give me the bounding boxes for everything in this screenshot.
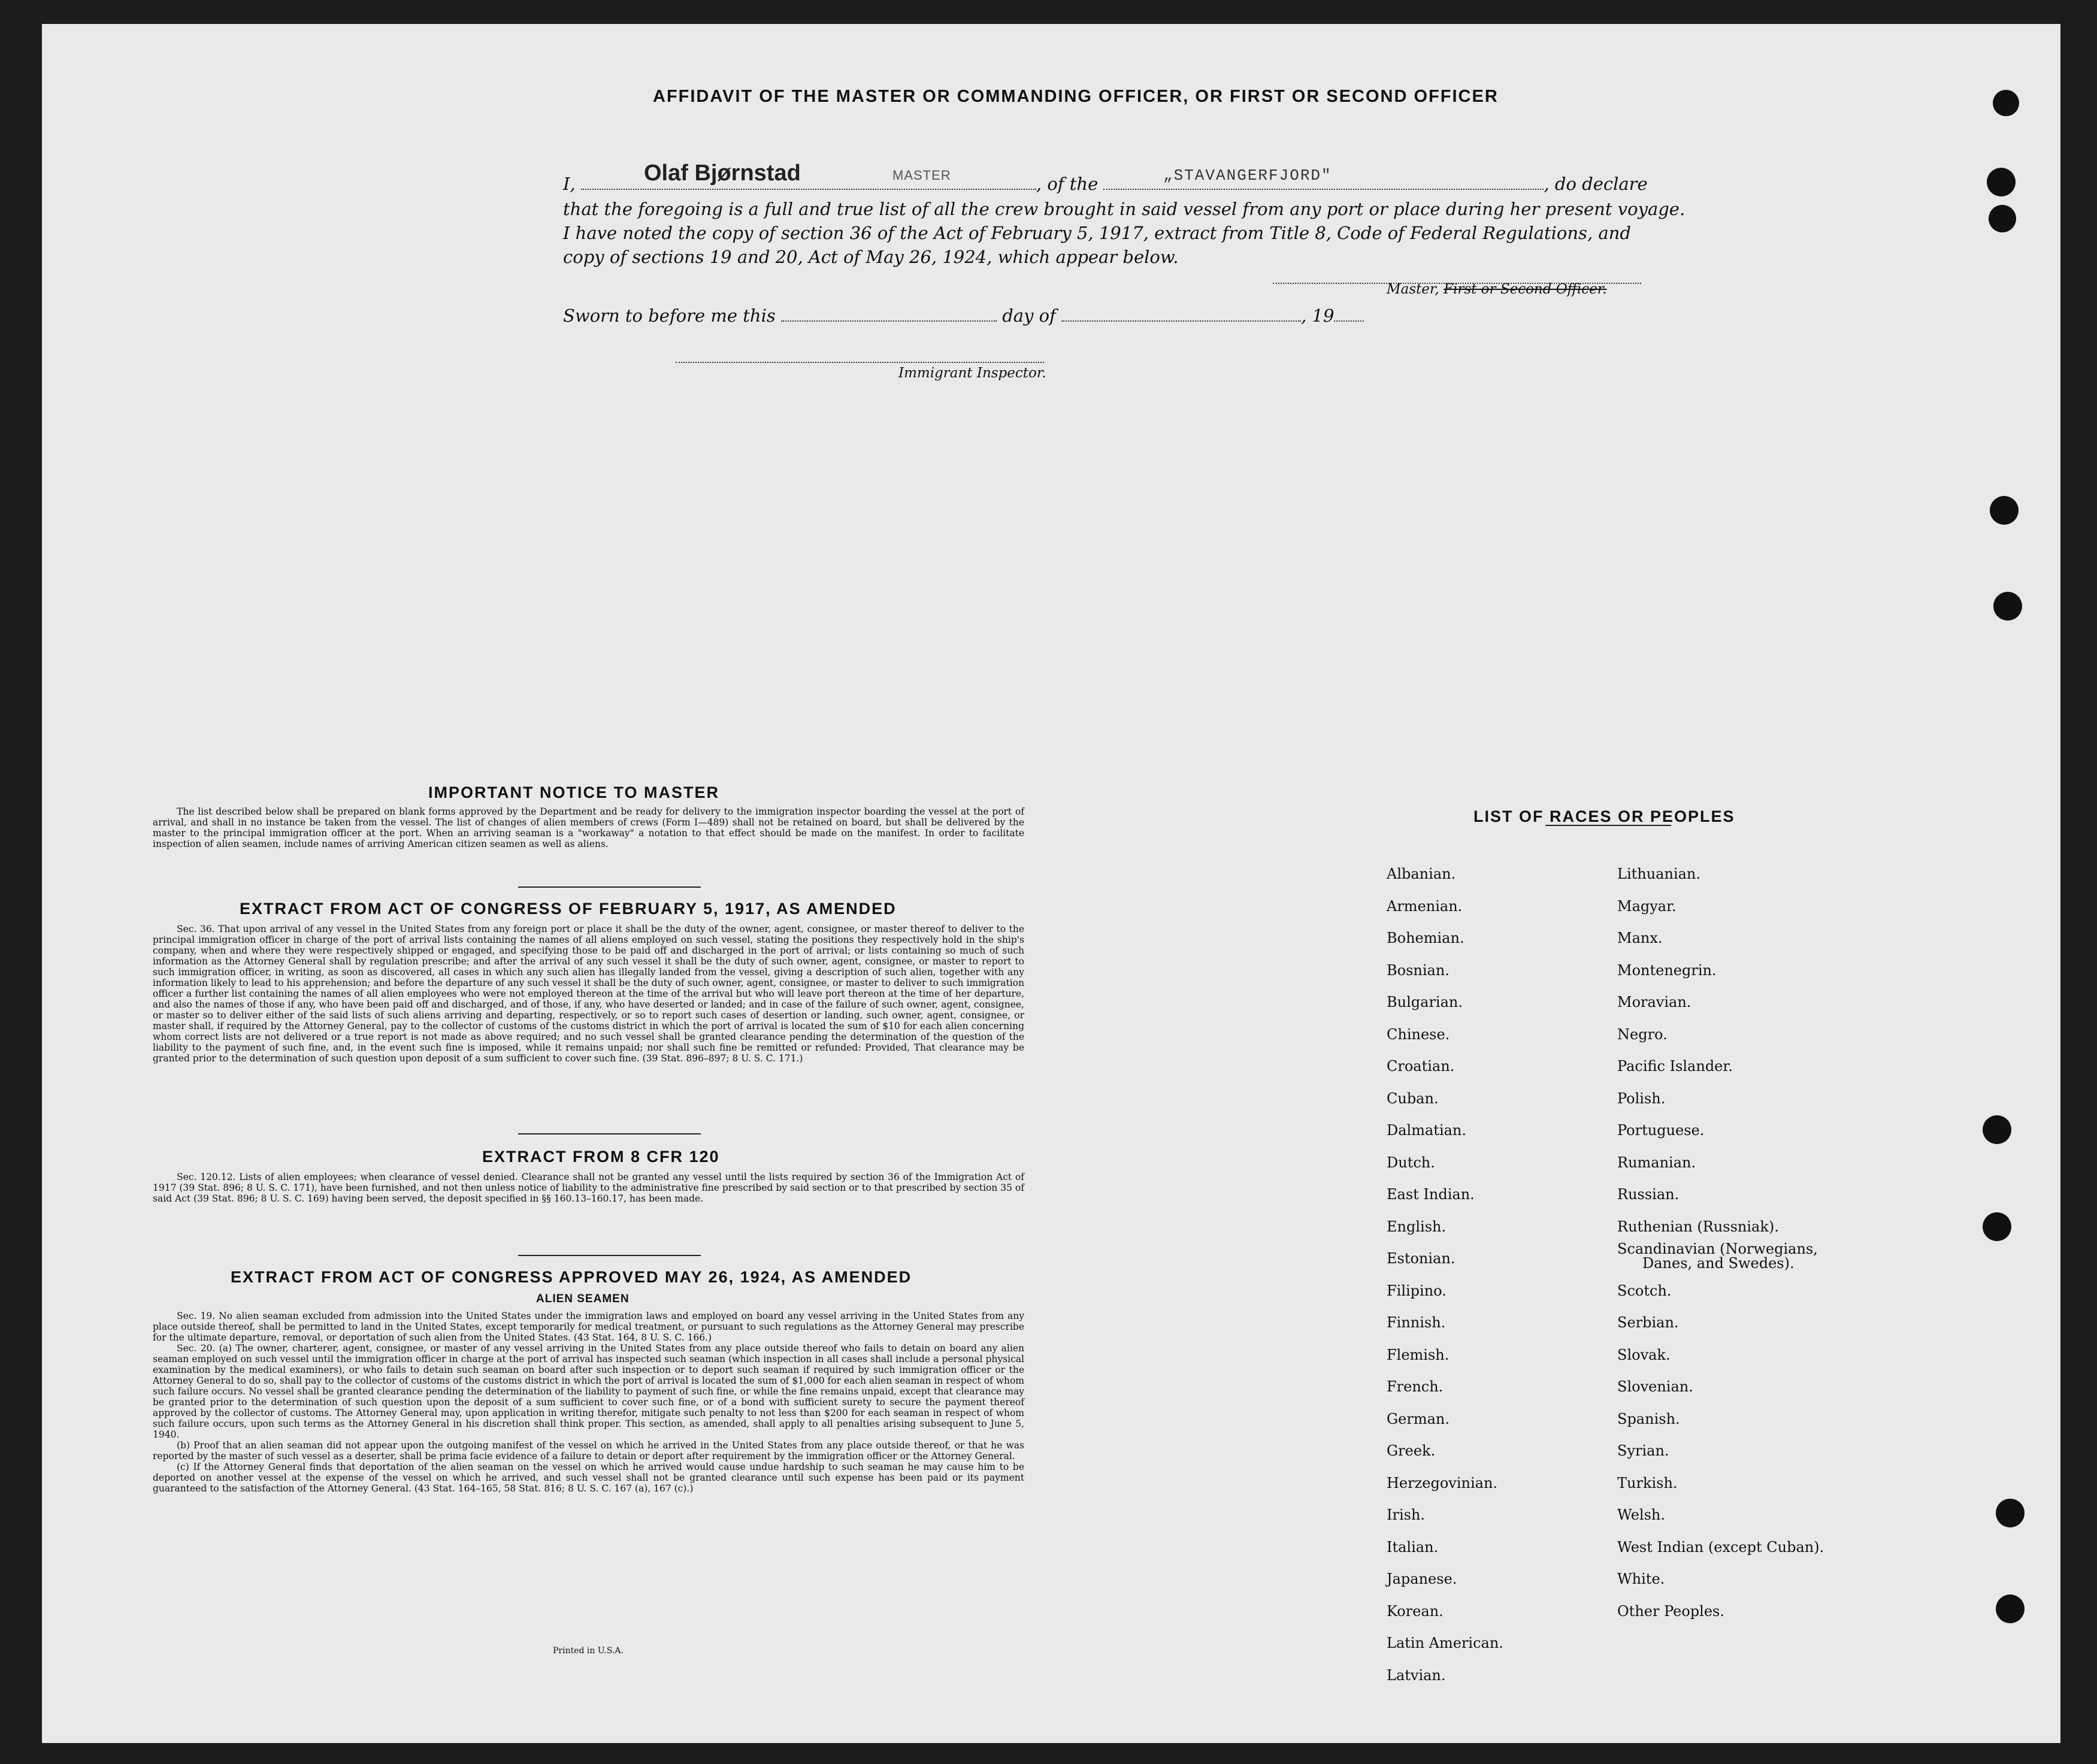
race-item: Rumanian.: [1617, 1154, 1696, 1171]
race-item: Latvian.: [1387, 1666, 1446, 1684]
race-item: White.: [1617, 1571, 1665, 1587]
race-item: Bulgarian.: [1387, 994, 1463, 1010]
race-item: Armenian.: [1387, 897, 1463, 915]
vessel-name: „STAVANGERFJORD": [1163, 167, 1332, 184]
race-item: Latin American.: [1387, 1635, 1503, 1651]
race-item: Greek.: [1387, 1442, 1436, 1459]
sworn-prefix: Sworn to before me this: [563, 305, 776, 326]
race-item-scandinavian: [1617, 1242, 1824, 1274]
divider: [1545, 825, 1671, 826]
race-item: West Indian (except Cuban).: [1617, 1538, 1824, 1556]
extract-1924-body: [153, 1311, 1024, 1494]
sworn-year-label: , 19: [1301, 305, 1335, 326]
race-item: Serbian.: [1617, 1314, 1679, 1331]
punch-hole-icon: [1989, 205, 2016, 232]
struck-officer-label: First or Second Officer.: [1444, 282, 1607, 297]
master-rank-stamp: MASTER: [892, 168, 951, 183]
divider: [518, 1133, 701, 1134]
section-20c-paragraph: (c) If the Attorney General finds that deportation of the alien seaman on the vessel on which he arrived would cause undue hardship to such seaman he may cause him to be deported on another vessel at the expense of the vessel on which he arrived, and such vessel shall not be granted clearance until such expense has been paid or its payment guaranteed to the satisfaction of the Attorney General. (43 Stat. 164–165, 58 Stat. 816; 8 U. S. C. 167 (a), 167 (c).): [153, 1462, 1024, 1494]
race-item: Syrian.: [1617, 1442, 1669, 1459]
race-item: Croatian.: [1387, 1058, 1455, 1075]
race-item: Other Peoples.: [1617, 1602, 1724, 1620]
divider: [518, 886, 701, 888]
races-column-2: [1617, 866, 1824, 1635]
race-item: Flemish.: [1387, 1346, 1450, 1363]
race-item: Slovenian.: [1617, 1378, 1693, 1395]
race-item: Dalmatian.: [1387, 1122, 1467, 1139]
race-item: Montenegrin.: [1617, 961, 1717, 979]
declarant-prefix: I,: [563, 174, 576, 194]
race-item: Irish.: [1387, 1506, 1426, 1523]
race-item: Turkish.: [1617, 1474, 1678, 1491]
race-item: Moravian.: [1617, 994, 1691, 1010]
race-item: Filipino.: [1387, 1282, 1447, 1299]
race-item: Portuguese.: [1617, 1122, 1705, 1139]
race-item: English.: [1387, 1218, 1447, 1235]
declare-text: , do declare: [1544, 174, 1648, 194]
name-blank: [581, 186, 1036, 190]
races-column-1: [1387, 866, 1503, 1699]
sworn-day-label: day of: [1002, 305, 1056, 326]
race-item: Scotch.: [1617, 1282, 1672, 1299]
punch-hole-icon: [1987, 168, 2016, 196]
master-label: Master,: [1387, 282, 1439, 297]
race-item-line: Danes, and Swedes).: [1642, 1255, 1795, 1272]
sworn-line: [563, 305, 1364, 326]
divider: [518, 1255, 701, 1256]
extract-1917-title: EXTRACT FROM ACT OF CONGRESS OF FEBRUARY 5, 1917, AS AMENDED: [240, 900, 897, 918]
section-19-paragraph: Sec. 19. No alien seaman excluded from admission into the United States under the immigration laws and employed on board any vessel arriving in the United States from any place outside thereof, shall be permitted to land in the United States, except temporarily for medical treatment, or pursuant to such regulations as the Attorney General may prescribe for the ultimate departure, removal, or deportation of such alien from the United States. (43 Stat. 164, 8 U. S. C. 166.): [153, 1311, 1024, 1343]
punch-hole-icon: [1990, 496, 2019, 525]
printed-in-usa: Printed in U.S.A.: [553, 1646, 624, 1656]
race-item: Spanish.: [1617, 1410, 1680, 1427]
sworn-year-blank: [1334, 318, 1364, 322]
extract-1917-body: Sec. 36. That upon arrival of any vessel in the United States from any foreign port or place it shall be the duty of the owner, agent, consignee, or master thereof to deliver to the principal immigration officer in charge of the port of arrival lists containing the names of all aliens employed on such vessel, stating the positions they respectively hold in the ship's company, when and where they were respectively shipped or engaged, and specifying those to be paid off and discharged in the port of arrival; or lists containing so much of such information as the Attorney General shall by regulation prescribe; and after the arrival of any such vessel it shall be the duty of such owner, agent, consignee, or master to report to such immigration officer, in writing, as soon as discovered, all cases in which any such alien has illegally landed from the vessel, giving a description of such alien, together with any information likely to lead to his apprehension; and before the departure of any such vessel it shall be the duty of such owner, agent, consignee, or master to deliver to such immigration officer a further list containing the names of all alien employees who were not employed thereon at the time of the arrival but who will leave port thereon at the time of her departure, and also the names of those if any, who have been paid off and discharged, and of those, if any, who have deserted or landed; and in case of the failure of such owner, agent, consignee, or master so to deliver either of the said lists of such aliens arriving and departing, respectively, or so to report such cases of desertion or landing, such owner, agent, consignee, or master shall, if required by the Attorney General, pay to the collector of customs of the customs district in which the port of arrival is located the sum of $10 for each alien concerning whom correct lists are not delivered or a true report is not made as above required; and no such vessel shall be granted clearance pending the determination of the question of the liability to the payment of such fine, and, in the event such fine is imposed, while it remains unpaid; nor shall such fine be remitted or refunded: Provided, That clearance may be granted prior to the determination of such question upon deposit of a sum sufficient to cover such fine. (39 Stat. 896–897; 8 U. S. C. 171.): [153, 924, 1024, 1064]
sworn-day-blank: [781, 318, 997, 322]
race-item: Bosnian.: [1387, 961, 1450, 979]
section-20a-paragraph: Sec. 20. (a) The owner, charterer, agent, consignee, or master of any vessel arriving in the United States from any place outside thereof who fails to detain on board any alien seaman employed on such vessel until the immigration officer in charge at the port of arrival has inspected such seaman (which inspection in all cases shall include a personal physical examination by the medical examiners), or who fails to detain such seaman on board after such inspection or to deport such seaman if required by such immigration officer or the Attorney General to do so, shall pay to the collector of customs of the customs district in which the port of arrival is located the sum of $1,000 for each alien seaman in respect of whom such failure occurs. No vessel shall be granted clearance pending the determination of the liability to payment of such fine, or while the fine remains unpaid, except that clearance may be granted prior to the determination of such question upon the deposit of a sum sufficient to cover such fine, or of a bond with sufficient surety to secure the payment thereof approved by the collector of customs. The Attorney General may, upon application in writing therefor, mitigate such penalty to not less than $200 for each seaman in respect of whom such failure occurs, upon such terms as the Attorney General in his discretion shall think proper. This section, as amended, shall apply to all penalties arising subsequent to June 5, 1940.: [153, 1343, 1024, 1440]
affidavit-line-4: copy of sections 19 and 20, Act of May 26, 1924, which appear below.: [563, 247, 1179, 267]
extract-8cfr-title: EXTRACT FROM 8 CFR 120: [482, 1148, 720, 1166]
punch-hole-icon: [1996, 1499, 2025, 1527]
of-the-text: , of the: [1036, 174, 1099, 194]
document-page: [42, 24, 2060, 1743]
race-item: Korean.: [1387, 1602, 1444, 1620]
race-item: Slovak.: [1617, 1346, 1671, 1363]
punch-hole-icon: [1983, 1115, 2011, 1144]
race-item: Negro.: [1617, 1025, 1668, 1043]
punch-hole-icon: [1983, 1212, 2011, 1241]
race-item: Russian.: [1617, 1186, 1680, 1203]
race-item: French.: [1387, 1378, 1444, 1395]
race-item: Dutch.: [1387, 1154, 1435, 1171]
extract-8cfr-body: Sec. 120.12. Lists of alien employees; when clearance of vessel denied. Clearance shall not be granted any vessel until the lists required by section 36 of the Immigration Act of 1917 (39 Stat. 896; 8 U. S. C. 171), have been furnished, and not then unless notice of liability to the administrative fine prescribed by said section or to that prescribed by section 35 of said Act (39 Stat. 896; 8 U. S. C. 169) having been served, the deposit specified in §§ 160.13–160.17, has been made.: [153, 1172, 1024, 1204]
race-item-line: Scandinavian (Norwegians,: [1617, 1240, 1818, 1257]
race-item: Estonian.: [1387, 1250, 1456, 1267]
race-item: Bohemian.: [1387, 930, 1464, 946]
signature-caption: [1387, 282, 1607, 297]
race-item: Magyar.: [1617, 897, 1677, 915]
punch-hole-icon: [1993, 592, 2022, 621]
race-item: Herzegovinian.: [1387, 1474, 1498, 1491]
race-item: Lithuanian.: [1617, 866, 1701, 882]
race-item: German.: [1387, 1410, 1450, 1427]
affidavit-title: AFFIDAVIT OF THE MASTER OR COMMANDING OFFICER, OR FIRST OR SECOND OFFICER: [653, 87, 1499, 106]
race-item: East Indian.: [1387, 1186, 1475, 1203]
race-item: Japanese.: [1387, 1571, 1457, 1587]
inspector-caption: Immigrant Inspector.: [898, 365, 1046, 381]
punch-hole-icon: [1993, 90, 2019, 116]
alien-seamen-subtitle: ALIEN SEAMEN: [536, 1293, 630, 1305]
section-20b-paragraph: (b) Proof that an alien seaman did not appear upon the outgoing manifest of the vessel on which he arrived in the United States from any place outside thereof, or that he was reported by the master of such vessel as a deserter, shall be prima facie evidence of a failure to detain or deport after requirement by the immigration officer or the Attorney General.: [153, 1440, 1024, 1462]
race-item: Italian.: [1387, 1538, 1439, 1556]
race-item: Ruthenian (Russniak).: [1617, 1218, 1779, 1235]
notice-body: The list described below shall be prepared on blank forms approved by the Department and be ready for delivery to the immigration inspector boarding the vessel at the port of arrival, and shall in no instance be taken from the vessel. The list of changes of alien members of crews (Form I—489) shall not be retained on board, but shall be delivered by the master to the principal immigration officer at the port. When an arriving seaman is a "workaway" a notation to that effect should be made on the manifest. In order to facilitate inspection of alien seamen, include names of arriving American citizen seamen as well as aliens.: [153, 806, 1024, 849]
race-item: Finnish.: [1387, 1314, 1446, 1331]
race-item: Chinese.: [1387, 1025, 1450, 1043]
notice-title: IMPORTANT NOTICE TO MASTER: [428, 783, 719, 801]
races-title: LIST OF RACES OR PEOPLES: [1473, 807, 1735, 825]
vessel-blank: [1103, 186, 1544, 190]
race-item: Manx.: [1617, 930, 1663, 946]
sworn-month-blank: [1061, 318, 1301, 322]
extract-1924-title: EXTRACT FROM ACT OF CONGRESS APPROVED MAY 26, 1924, AS AMENDED: [231, 1268, 912, 1286]
race-item: Pacific Islander.: [1617, 1058, 1733, 1075]
affidavit-line-2: that the foregoing is a full and true list of all the crew brought in said vessel from any port or place during her present voyage.: [563, 199, 1686, 219]
punch-hole-icon: [1996, 1594, 2025, 1623]
master-name: Olaf Bjørnstad: [644, 161, 801, 186]
affidavit-line-3: I have noted the copy of section 36 of the Act of February 5, 1917, extract from Title 8, Code of Federal Regulations, and: [563, 223, 1631, 243]
race-item: Cuban.: [1387, 1090, 1439, 1107]
race-item: Welsh.: [1617, 1506, 1665, 1523]
race-item: Albanian.: [1387, 866, 1456, 882]
inspector-signature-line: [676, 359, 1044, 363]
race-item: Polish.: [1617, 1090, 1666, 1107]
